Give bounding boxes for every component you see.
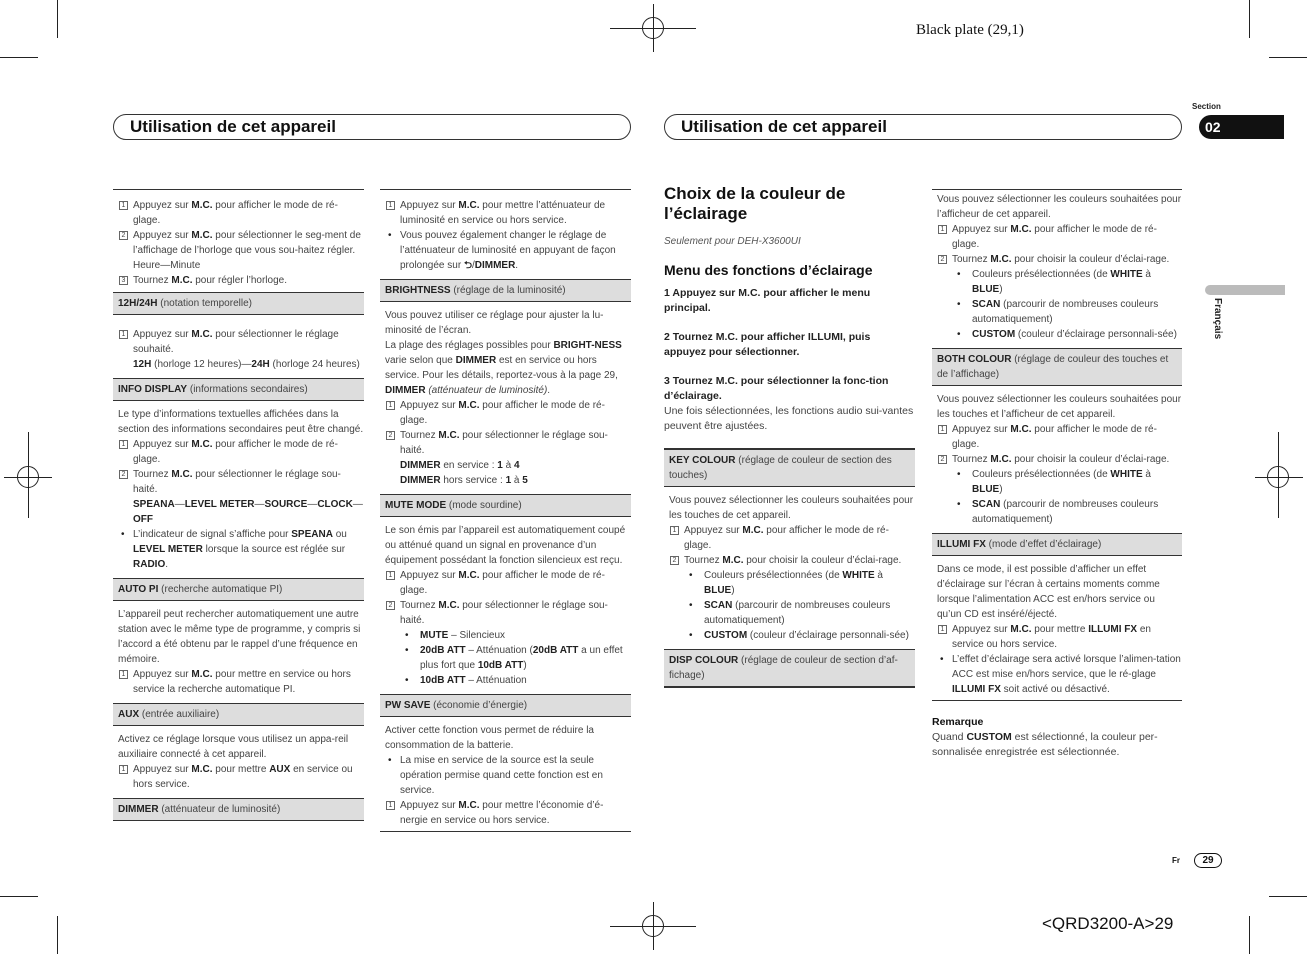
model-note: Seulement pour DEH-X3600UI bbox=[664, 236, 801, 247]
paragraph: L’appareil peut rechercher automatiquement une autre station avec le même type de programme, y compris si l’accord a été obtenu par le rappel d’une fréquence en mémoire. bbox=[118, 609, 361, 665]
footer-code: <QRD3200-A>29 bbox=[1042, 914, 1174, 933]
setting-band: 12H/24H (notation temporelle) bbox=[113, 292, 364, 315]
paragraph: Vous pouvez sélectionner les couleurs souhaitées pour l’afficheur de cet appareil. bbox=[937, 194, 1182, 220]
setting-band: ILLUMI FX (mode d’effet d’éclairage) bbox=[932, 533, 1182, 556]
step: 2 Tournez M.C. pour sélectionner le réglage sou-haité. bbox=[380, 598, 631, 628]
sub-bullet-item: • 20dB ATT – Atténuation (20dB ATT a un effet plus fort que 10dB ATT) bbox=[380, 643, 631, 673]
bullet-item: • L’indicateur de signal s’affiche pour SPEANA ou LEVEL METER lorsque la source est réglée sur RADIO. bbox=[113, 527, 364, 572]
paragraph: Dans ce mode, il est possible d’afficher un effet d’éclairage sur l’écran à certains moments comme lorsque l’alimentation ACC est en/hors service ou qu’un CD est inséré/éjecté. bbox=[937, 564, 1160, 620]
setting-band: BRIGHTNESS (réglage de la luminosité) bbox=[380, 279, 631, 302]
page-number: 29 bbox=[1194, 853, 1222, 868]
menu-title: Menu des fonctions d’éclairage bbox=[664, 262, 873, 278]
setting-band: DIMMER (atténuateur de luminosité) bbox=[113, 798, 364, 821]
step: 2 Appuyez sur M.C. pour sélectionner le seg-ment de l’affichage de l’horloge que vous sou-haitez régler. bbox=[113, 228, 364, 258]
registration-line bbox=[28, 432, 29, 518]
section-title: Choix de la couleur de l’éclairage bbox=[664, 184, 846, 223]
step: 1 Appuyez sur M.C. pour mettre en service ou hors service la recherche automatique PI. bbox=[113, 667, 364, 697]
step: 1 Appuyez sur M.C. pour afficher le mode de ré-glage. bbox=[380, 568, 631, 598]
step: 2 Tournez M.C. pour choisir la couleur d’éclai-rage. bbox=[664, 553, 915, 568]
paragraph: La plage des réglages possibles pour BRIGHT-NESS varie selon que DIMMER est en service ou hors service. Pour les détails, reportez-vous à la page 29, DIMMER (atténuateur de luminosité). bbox=[385, 340, 622, 396]
bullet-item: • Vous pouvez également changer le réglage de l’atténuateur de luminosité en appuyant de façon prolongée sur ⮌/DIMMER. bbox=[380, 228, 631, 273]
step: 1 Appuyez sur M.C. pour sélectionner le réglage souhaité. bbox=[113, 327, 364, 357]
column-1 bbox=[113, 189, 364, 825]
language-code: Fr bbox=[1172, 856, 1180, 865]
remark-text: Quand CUSTOM est sélectionné, la couleur per-sonnalisée enregistrée est sélectionnée. bbox=[932, 731, 1158, 758]
paragraph: Activez ce réglage lorsque vous utilisez un appa-reil auxiliaire connecté à cet appareil. bbox=[118, 734, 349, 760]
crop-mark bbox=[57, 0, 58, 38]
sub-bullet-item: • Couleurs présélectionnées (de WHITE à BLUE) bbox=[932, 267, 1182, 297]
step: 1 Appuyez sur M.C. pour afficher le mode de ré-glage. bbox=[932, 422, 1182, 452]
setting-band: KEY COLOUR (réglage de couleur de section des touches) bbox=[664, 448, 915, 487]
paragraph: Vous pouvez utiliser ce réglage pour ajuster la lu-minosité de l’écran. bbox=[385, 310, 604, 336]
remark-title: Remarque bbox=[932, 716, 984, 728]
registration-line bbox=[653, 902, 654, 950]
section-number-tab: 02 bbox=[1199, 115, 1284, 139]
language-bar bbox=[1205, 285, 1285, 295]
sub-bullet-item: • MUTE – Silencieux bbox=[380, 628, 631, 643]
step-detail: SPEANA—LEVEL METER—SOURCE—CLOCK—OFF bbox=[133, 499, 363, 525]
paragraph: Vous pouvez sélectionner les couleurs souhaitées pour les touches et l’afficheur de cet appareil. bbox=[937, 394, 1182, 420]
crop-mark bbox=[1249, 0, 1250, 38]
section-label: Section bbox=[1192, 102, 1221, 111]
step: 2 Tournez M.C. pour sélectionner le réglage sou-haité. bbox=[113, 467, 364, 497]
paragraph: Vous pouvez sélectionner les couleurs souhaitées pour les touches de cet appareil. bbox=[669, 495, 914, 521]
step: 1 Appuyez sur M.C. pour afficher le mode de ré-glage. bbox=[113, 198, 364, 228]
registration-line bbox=[1278, 432, 1279, 518]
setting-band: AUTO PI (recherche automatique PI) bbox=[113, 578, 364, 601]
paragraph: Activer cette fonction vous permet de réduire la consommation de la batterie. bbox=[385, 725, 594, 751]
step: 2 Tournez M.C. pour choisir la couleur d’éclai-rage. bbox=[932, 452, 1182, 467]
setting-band: INFO DISPLAY (informations secondaires) bbox=[113, 378, 364, 401]
language-label: Français bbox=[1212, 298, 1223, 340]
main-step: 1 Appuyez sur M.C. pour afficher le menu principal. bbox=[664, 287, 871, 314]
step: 2 Tournez M.C. pour sélectionner le réglage sou-haité. bbox=[380, 428, 631, 458]
crop-mark bbox=[1249, 916, 1250, 954]
setting-band: PW SAVE (économie d’énergie) bbox=[380, 694, 631, 717]
step-detail: 12H (horloge 12 heures)—24H (horloge 24 heures) bbox=[133, 359, 360, 370]
step: 1 Appuyez sur M.C. pour mettre l’économie d’é-nergie en service ou hors service. bbox=[380, 798, 631, 832]
main-step: 3 Tournez M.C. pour sélectionner la fonc-tion d’éclairage. bbox=[664, 375, 889, 402]
step-detail: DIMMER hors service : 1 à 5 bbox=[400, 475, 528, 486]
step: 3 Tournez M.C. pour régler l’horloge. bbox=[113, 273, 364, 288]
step: 1 Appuyez sur M.C. pour afficher le mode de ré-glage. bbox=[664, 523, 915, 553]
column-3 bbox=[664, 184, 915, 692]
crop-mark bbox=[0, 57, 38, 58]
bullet-item: • L’effet d’éclairage sera activé lorsque l’alimen-tation ACC est mise en/hors service, que le ré-glage ILLUMI FX soit activé ou désactivé. bbox=[932, 652, 1182, 701]
registration-line bbox=[1255, 477, 1303, 478]
sub-bullet-item: • Couleurs présélectionnées (de WHITE à BLUE) bbox=[932, 467, 1182, 497]
page-header-right: Utilisation de cet appareil bbox=[664, 114, 1182, 140]
sub-bullet-item: • Couleurs présélectionnées (de WHITE à BLUE) bbox=[664, 568, 915, 598]
column-4 bbox=[932, 189, 1182, 760]
dimmer-button-icon: ⮌ bbox=[463, 260, 472, 271]
step-detail: DIMMER en service : 1 à 4 bbox=[400, 460, 520, 471]
bullet-item: • La mise en service de la source est la seule opération permise quand cette fonction est en service. bbox=[380, 753, 631, 798]
plate-label: Black plate (29,1) bbox=[916, 22, 1024, 38]
column-2 bbox=[380, 189, 631, 832]
step: 1 Appuyez sur M.C. pour mettre AUX en service ou hors service. bbox=[113, 762, 364, 792]
sub-bullet-item: • 10dB ATT – Atténuation bbox=[380, 673, 631, 688]
sub-bullet-item: • CUSTOM (couleur d’éclairage personnali-sée) bbox=[664, 628, 915, 643]
crop-mark bbox=[0, 896, 38, 897]
sub-bullet-item: • CUSTOM (couleur d’éclairage personnali-sée) bbox=[932, 327, 1182, 342]
crop-mark bbox=[1269, 57, 1307, 58]
registration-line bbox=[653, 4, 654, 52]
step: 2 Tournez M.C. pour choisir la couleur d’éclai-rage. bbox=[932, 252, 1182, 267]
setting-band: MUTE MODE (mode sourdine) bbox=[380, 494, 631, 517]
crop-mark bbox=[1269, 896, 1307, 897]
step: 1 Appuyez sur M.C. pour afficher le mode de ré-glage. bbox=[380, 398, 631, 428]
crop-mark bbox=[57, 916, 58, 954]
step: 1 Appuyez sur M.C. pour mettre l’atténuateur de luminosité en service ou hors service. bbox=[380, 198, 631, 228]
sub-bullet-item: • SCAN (parcourir de nombreuses couleurs automatiquement) bbox=[932, 297, 1182, 327]
step: 1 Appuyez sur M.C. pour afficher le mode de ré-glage. bbox=[932, 222, 1182, 252]
step: 1 Appuyez sur M.C. pour afficher le mode de ré-glage. bbox=[113, 437, 364, 467]
setting-band: BOTH COLOUR (réglage de couleur des touches et de l’affichage) bbox=[932, 348, 1182, 386]
setting-band: AUX (entrée auxiliaire) bbox=[113, 703, 364, 726]
sub-bullet-item: • SCAN (parcourir de nombreuses couleurs automatiquement) bbox=[664, 598, 915, 628]
paragraph: Le type d’informations textuelles affichées dans la section des informations secondaires peut être changé. bbox=[118, 409, 364, 435]
main-step: 2 Tournez M.C. pour afficher ILLUMI, puis appuyez pour sélectionner. bbox=[664, 331, 871, 358]
page-header-left: Utilisation de cet appareil bbox=[113, 114, 631, 140]
paragraph: Une fois sélectionnées, les fonctions audio sui-vantes peuvent être ajustées. bbox=[664, 405, 914, 432]
step: 1 Appuyez sur M.C. pour mettre ILLUMI FX en service ou hors service. bbox=[932, 622, 1182, 652]
sub-bullet-item: • SCAN (parcourir de nombreuses couleurs automatiquement) bbox=[932, 497, 1182, 527]
step-detail: Heure—Minute bbox=[133, 260, 201, 271]
paragraph: Le son émis par l’appareil est automatiquement coupé ou atténué quand un signal en provenance d’un équipement possédant la fonction silencieux est reçu. bbox=[385, 525, 626, 566]
setting-band: DISP COLOUR (réglage de couleur de section d’af-fichage) bbox=[664, 649, 915, 688]
